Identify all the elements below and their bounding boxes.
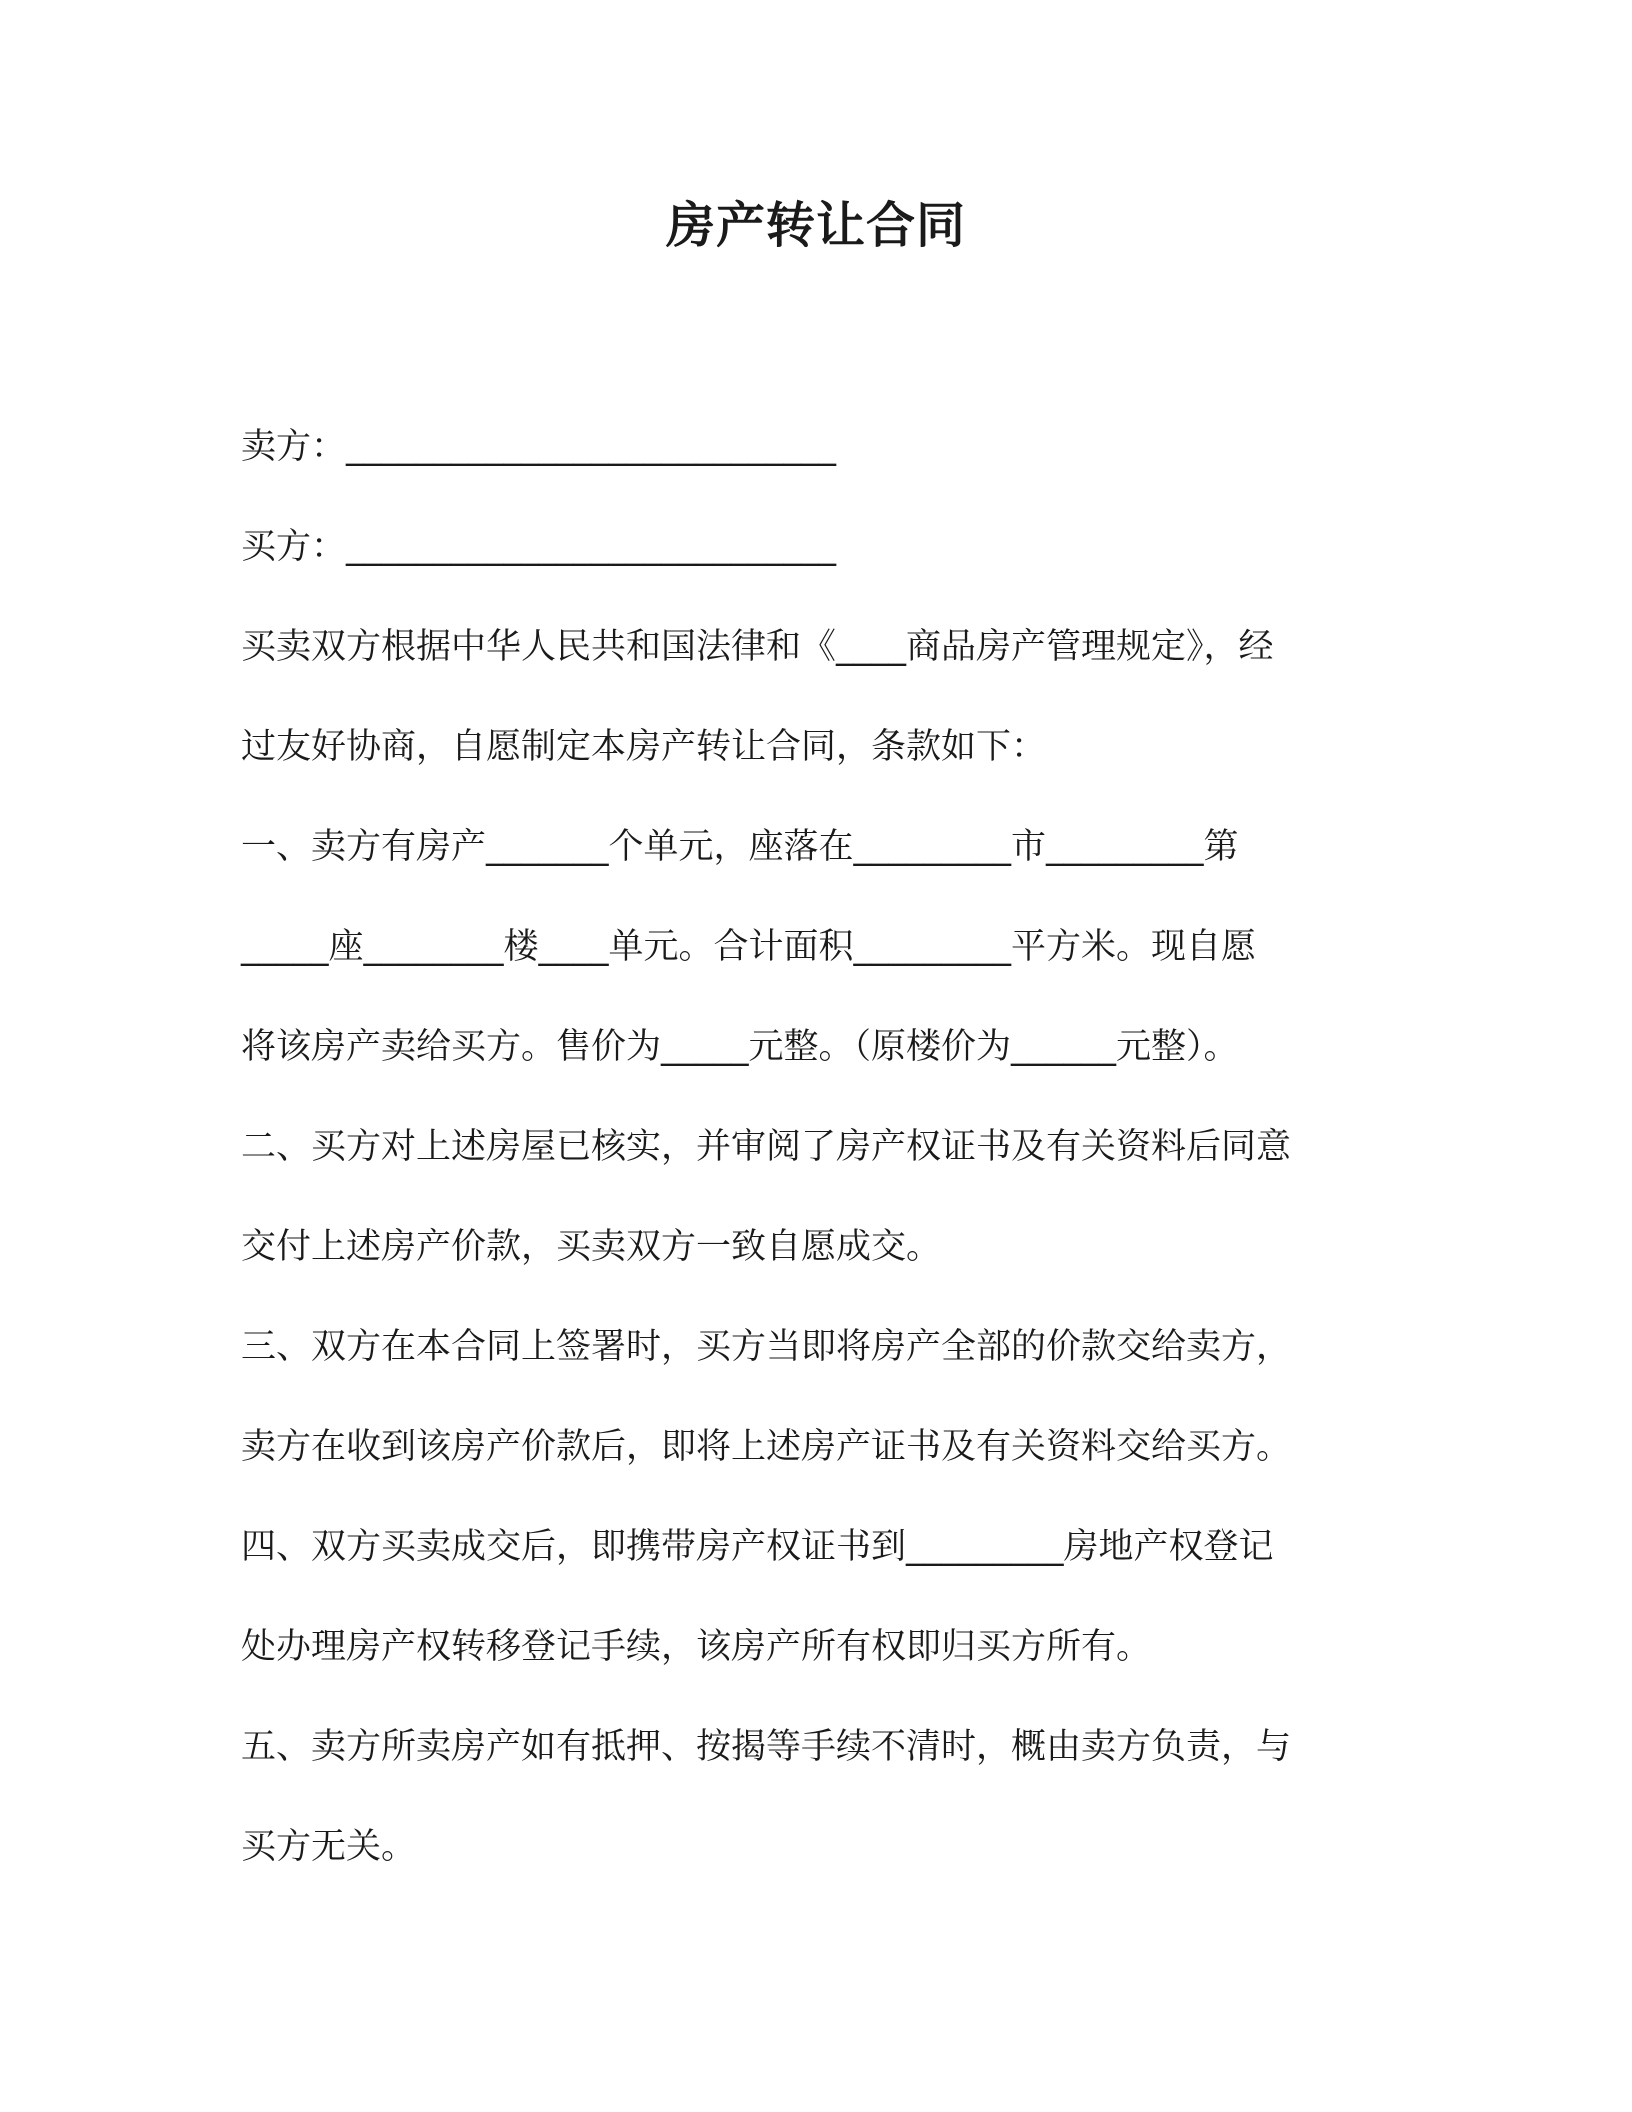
clause-1-line-1: 一、卖方有房产_______个单元，座落在_________市_________第 xyxy=(241,827,1239,867)
seller-line: 卖方：____________________________ xyxy=(241,427,837,467)
clause-1-line-2: _____座________楼____单元。合计面积_________平方米。现自愿 xyxy=(241,927,1257,967)
clause-4-line-1: 四、双方买卖成交后，即携带房产权证书到_________房地产权登记 xyxy=(241,1527,1274,1567)
clause-5-line-2: 买方无关。 xyxy=(241,1827,417,1867)
clause-3-line-1: 三、双方在本合同上签署时，买方当即将房产全部的价款交给卖方， xyxy=(241,1327,1292,1367)
clause-1-line-3: 将该房产卖给买方。售价为_____元整。（原楼价为______元整）。 xyxy=(241,1027,1239,1067)
clause-3-line-2: 卖方在收到该房产价款后，即将上述房产证书及有关资料交给买方。 xyxy=(241,1427,1292,1467)
preamble-line-2: 过友好协商，自愿制定本房产转让合同，条款如下： xyxy=(241,727,1047,767)
buyer-line: 买方：____________________________ xyxy=(241,527,837,567)
preamble-line-1: 买卖双方根据中华人民共和国法律和《____商品房产管理规定》，经 xyxy=(241,627,1274,667)
clause-4-line-2: 处办理房产权转移登记手续，该房产所有权即归买方所有。 xyxy=(241,1627,1152,1667)
document-title: 房产转让合同 xyxy=(665,197,966,254)
clause-2-line-2: 交付上述房产价款，买卖双方一致自愿成交。 xyxy=(241,1227,942,1267)
clause-2-line-1: 二、买方对上述房屋已核实，并审阅了房产权证书及有关资料后同意 xyxy=(241,1127,1292,1167)
clause-5-line-1: 五、卖方所卖房产如有抵押、按揭等手续不清时，概由卖方负责，与 xyxy=(241,1727,1292,1767)
